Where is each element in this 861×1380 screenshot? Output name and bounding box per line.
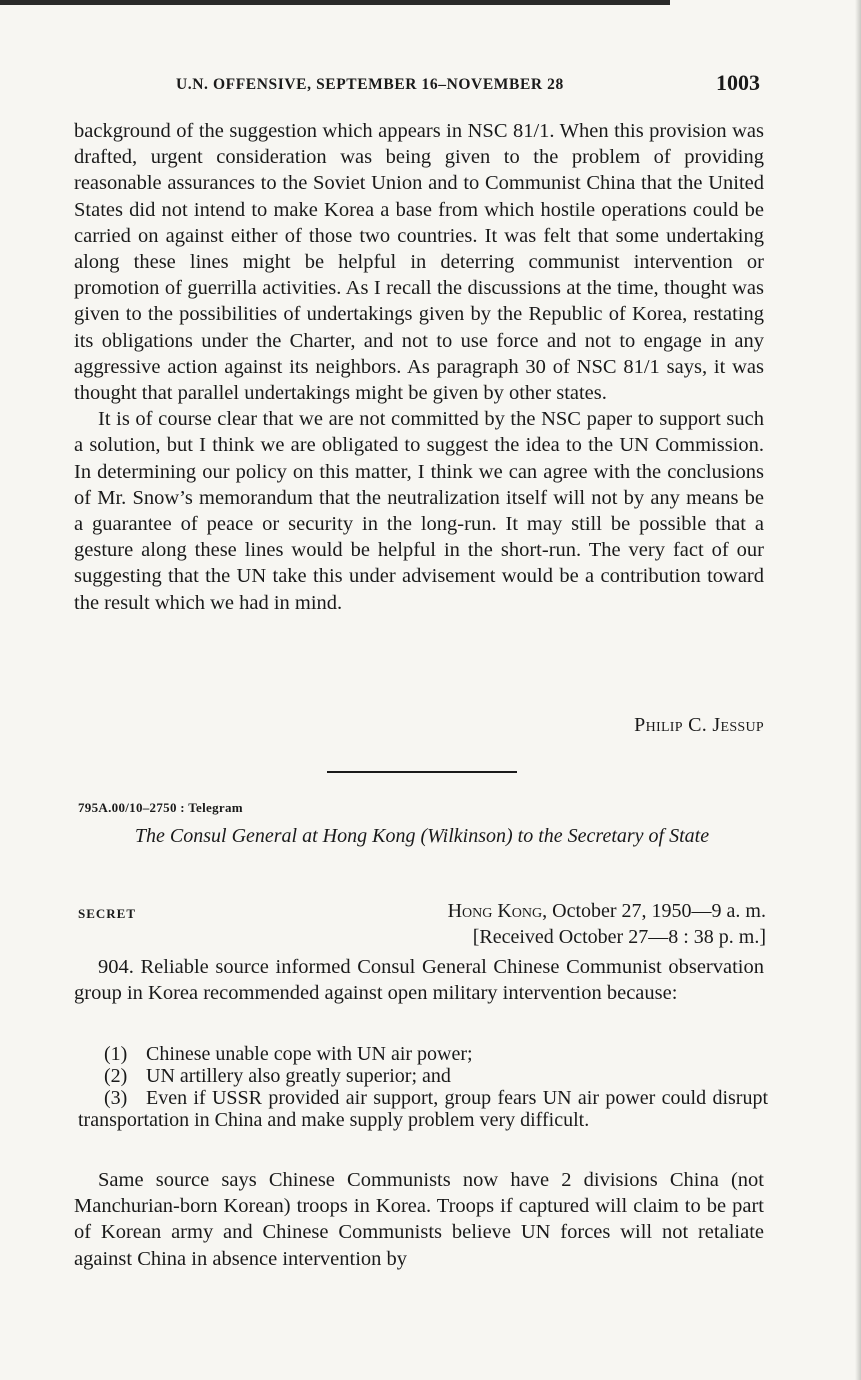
document-reference: 795A.00/10–2750 : Telegram bbox=[78, 800, 243, 815]
document-title: The Consul General at Hong Kong (Wilkinson) to the Secretary of State bbox=[134, 825, 710, 847]
telegram-paragraph-1: 904. Reliable source informed Consul General Chinese Communist observation group in Korea recommended against open military intervention because: bbox=[74, 956, 764, 1005]
classification-label: SECRET bbox=[78, 906, 137, 921]
list-item-text: UN artillery also greatly superior; and bbox=[146, 1065, 451, 1087]
telegram-paragraph-2: Same source says Chinese Communists now have 2 divisions China (not Manchurian-born Korean) troops in Korea. Troops if captured will claim to be part of Korean army and Chinese Communists believe UN forces will not retaliate against China in absence intervention by bbox=[74, 1169, 764, 1270]
list-item-number: (3) bbox=[104, 1087, 128, 1109]
list-item bbox=[78, 1087, 768, 1131]
page-number: 1003 bbox=[716, 70, 760, 95]
memo-paragraph-2: It is of course clear that we are not committed by the NSC paper to support such a solution, but I think we are obligated to suggest the idea to the UN Commission. In determining our policy on this matter, I think we can agree with the conclusions of Mr. Snow’s memorandum that the neutralization itself will not by any means be a guarantee of peace or security in the long-run. It may still be possible that a gesture along these lines would be helpful in the short-run. The very fact of our suggesting that the UN take this under advisement would be a contribution toward the result which we had in mind. bbox=[74, 408, 764, 614]
dateline bbox=[448, 898, 766, 950]
reasons-list bbox=[78, 1043, 768, 1131]
top-edge-rule bbox=[0, 0, 670, 5]
list-item-number: (2) bbox=[104, 1065, 128, 1087]
list-item bbox=[78, 1065, 768, 1087]
dateline-date: October 27, 1950—9 a. m. bbox=[552, 900, 766, 922]
dateline-place: Hong Kong, bbox=[447, 900, 548, 922]
section-divider bbox=[327, 771, 517, 773]
page-edge-shadow bbox=[855, 0, 861, 1380]
telegram-body bbox=[74, 954, 764, 1006]
list-item-number: (1) bbox=[104, 1043, 128, 1065]
list-item-text: Even if USSR provided air support, group fears UN air power could disrupt transportation in China and make supply problem very difficult. bbox=[78, 1087, 768, 1131]
signature: Philip C. Jessup bbox=[634, 714, 764, 736]
running-head-title: U.N. OFFENSIVE, SEPTEMBER 16–NOVEMBER 28 bbox=[176, 76, 564, 93]
memo-paragraph-1: background of the suggestion which appears in NSC 81/1. When this provision was drafted, urgent consideration was being given to the problem of providing reasonable assurances to the Soviet Union and to Communist China that the United States did not intend to make Korea a base from which hostile operations could be carried on against either of those two countries. It was felt that some undertaking along these lines might be helpful in deterring communist intervention or promotion of guerrilla activities. As I recall the discussions at the time, thought was given to the possibilities of undertakings given by the Republic of Korea, restating its obligations under the Charter, and not to use force and not to engage in any aggressive action against its neighbors. As paragraph 30 of NSC 81/1 says, it was thought that parallel undertakings might be given by other states. bbox=[74, 120, 764, 405]
dateline-received: [Received October 27—8 : 38 p. m.] bbox=[472, 926, 766, 948]
memo-continuation bbox=[74, 118, 764, 616]
telegram-closing bbox=[74, 1167, 764, 1272]
list-item bbox=[78, 1043, 768, 1065]
dateline-sent bbox=[448, 898, 766, 924]
running-header bbox=[176, 70, 766, 100]
list-item-text: Chinese unable cope with UN air power; bbox=[146, 1043, 473, 1065]
